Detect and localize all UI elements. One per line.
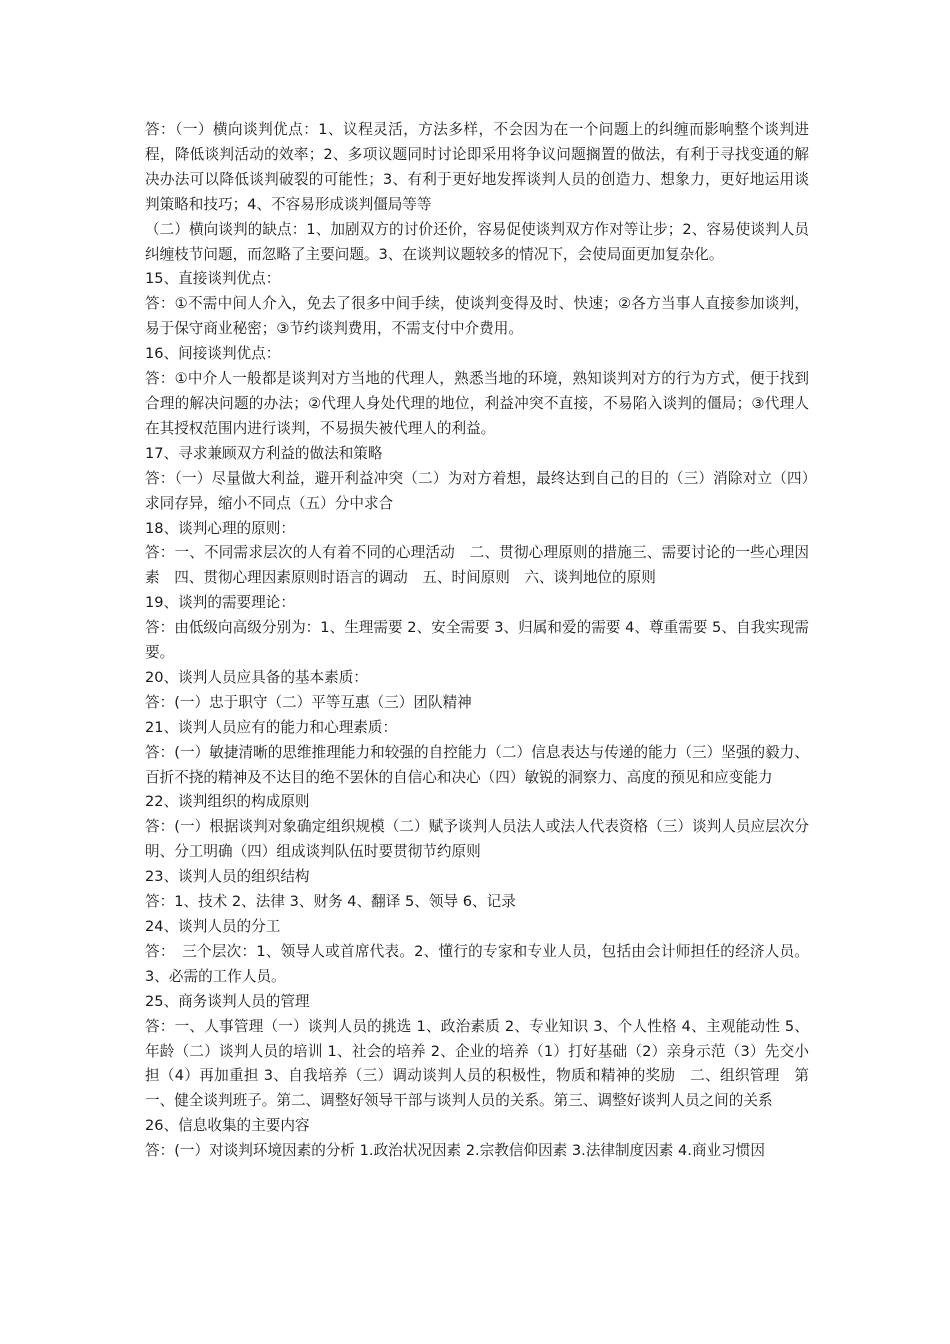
question-heading: 23、谈判人员的组织结构	[145, 868, 310, 886]
answer-paragraph: 答：由低级向高级分别为：1、生理需要 2、安全需要 3、归属和爱的需要 4、尊重需要 5、自我实现需要。	[145, 619, 809, 662]
answer-paragraph: 答：(一）忠于职守（二）平等互惠（三）团队精神	[145, 693, 472, 711]
answer-paragraph: 答：①中介人一般都是谈判对方当地的代理人，熟悉当地的环境，熟知谈判对方的行为方式，便于找到合理的解决问题的办法；②代理人身处代理的地位，利益冲突不直接，不易陷入谈判的僵局；③代理人在其授权范围内进行谈判，不易损失被代理人的利益。	[145, 370, 809, 437]
answer-paragraph: 答：（一）尽量做大利益，避开利益冲突（二）为对方着想，最终达到自己的目的（三）消除对立（四）求同存异，缩小不同点（五）分中求合	[145, 469, 809, 512]
question-heading: 19、谈判的需要理论：	[145, 594, 295, 612]
answer-paragraph: 答：（一）横向谈判优点：1、议程灵活，方法多样，不会因为在一个问题上的纠缠而影响整个谈判进程，降低谈判活动的效率；2、多项议题同时讨论即采用将争议问题搁置的做法，有利于寻找变通的解决办法可以降低谈判破裂的可能性；3、有利于更好地发挥谈判人员的创造力、想象力，更好地运用谈判策略和技巧；4、不容易形成谈判僵局等等	[145, 121, 809, 213]
question-heading: 22、谈判组织的构成原则	[145, 793, 310, 811]
question-heading: 17、寻求兼顾双方利益的做法和策略	[145, 444, 383, 462]
answer-paragraph: 答： 三个层次：1、领导人或首席代表。2、懂行的专家和专业人员，包括由会计师担任的经济人员。3、必需的工作人员。	[145, 942, 809, 985]
answer-paragraph: 答：1、技术 2、法律 3、财务 4、翻译 5、领导 6、记录	[145, 893, 516, 911]
document-page	[145, 118, 809, 1164]
question-heading: 20、谈判人员应具备的基本素质：	[145, 668, 368, 686]
question-heading: 21、谈判人员应有的能力和心理素质：	[145, 718, 398, 736]
answer-paragraph: 答：一、人事管理（一）谈判人员的挑选 1、政治素质 2、专业知识 3、个人性格 4、主观能动性 5、年龄（二）谈判人员的培训 1、社会的培养 2、企业的培养（1）打好基础（2）亲身示范（3）先交小担（4）再加重担 3、自我培养（三）调动谈判人员的积极性，物质和精神的奖励 二、组织管理 第一、健全谈判班子。第二、调整好领导干部与谈判人员的关系。第三、调整好谈判人员之间的关系	[145, 1017, 809, 1110]
answer-paragraph: 答：(一）对谈判环境因素的分析 1.政治状况因素 2.宗教信仰因素 3.法律制度因素 4.商业习惯因	[145, 1142, 765, 1160]
question-heading: 25、商务谈判人员的管理	[145, 992, 310, 1010]
question-heading: 24、谈判人员的分工	[145, 918, 281, 935]
question-heading: 16、间接谈判优点：	[145, 345, 281, 363]
answer-paragraph: 答：(一）敏捷清晰的思维推理能力和较强的自控能力（二）信息表达与传递的能力（三）坚强的毅力、百折不挠的精神及不达目的绝不罢休的自信心和决心（四）敏锐的洞察力、高度的预见和应变能力	[145, 743, 809, 786]
question-heading: 18、谈判心理的原则：	[145, 519, 295, 537]
question-heading: 15、直接谈判优点：	[145, 270, 281, 288]
answer-paragraph: 答：一、不同需求层次的人有着不同的心理活动 二、贯彻心理原则的措施三、需要讨论的一些心理因素 四、贯彻心理因素原则时语言的调动 五、时间原则 六、谈判地位的原则	[145, 544, 809, 587]
answer-paragraph: 答：(一）根据谈判对象确定组织规模（二）赋予谈判人员法人或法人代表资格（三）谈判人员应层次分明、分工明确（四）组成谈判队伍时要贯彻节约原则	[145, 818, 809, 861]
question-heading: 26、信息收集的主要内容	[145, 1117, 310, 1135]
answer-paragraph: 答：①不需中间人介入，免去了很多中间手续，使谈判变得及时、快速；②各方当事人直接参加谈判，易于保守商业秘密；③节约谈判费用，不需支付中介费用。	[145, 295, 809, 338]
answer-paragraph: （二）横向谈判的缺点：1、加剧双方的讨价还价，容易促使谈判双方作对等让步；2、容易使谈判人员纠缠枝节问题，而忽略了主要问题。3、在谈判议题较多的情况下，会使局面更加复杂化。	[145, 220, 809, 263]
